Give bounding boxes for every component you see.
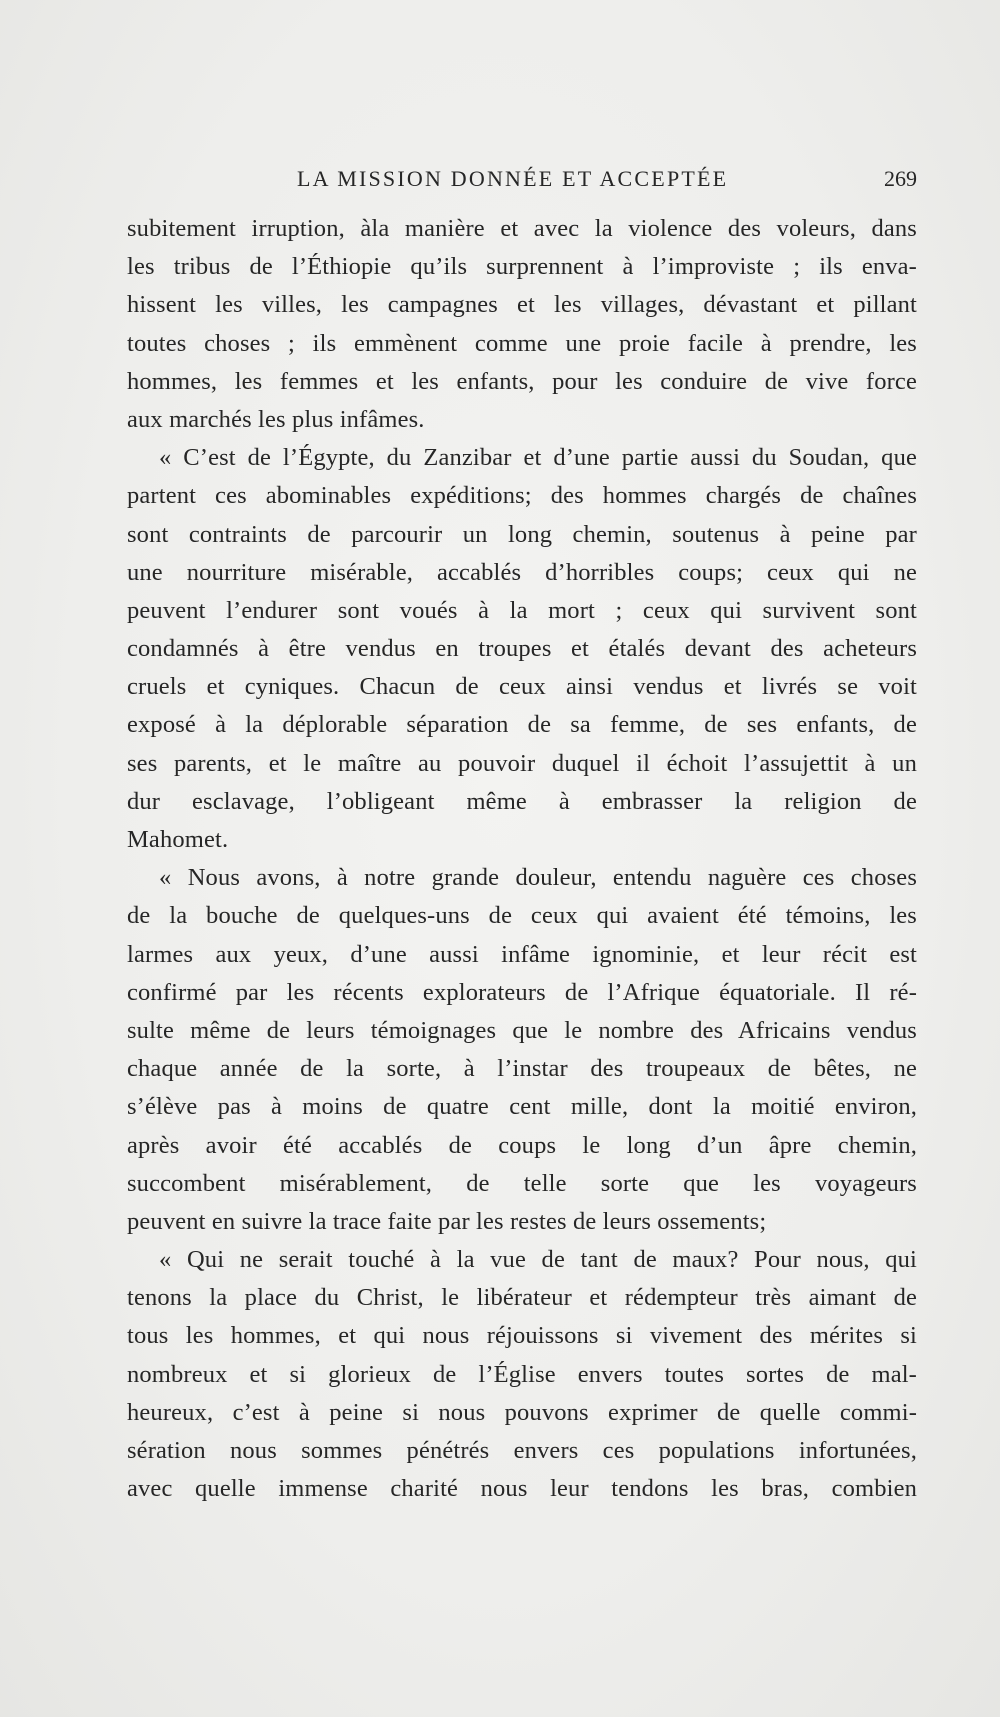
text-line: peuvent en suivre la trace faite par les restes de leurs ossements; <box>127 1207 767 1235</box>
text-line: dur esclavage, l’obligeant même à embrasser la religion de <box>127 787 917 815</box>
text-line: larmes aux yeux, d’une aussi infâme ignominie, et leur récit est <box>127 940 917 968</box>
text-line: hommes, les femmes et les enfants, pour les conduire de vive force <box>127 367 917 395</box>
text-line: exposé à la déplorable séparation de sa femme, de ses enfants, de <box>127 711 917 739</box>
text-line: sulte même de leurs témoignages que le nombre des Africains vendus <box>127 1016 917 1044</box>
text-line: nombreux et si glorieux de l’Église envers toutes sortes de mal- <box>127 1360 917 1388</box>
text-line: tenons la place du Christ, le libérateur et rédempteur très aimant de <box>127 1284 917 1312</box>
running-head <box>127 166 917 196</box>
text-line: toutes choses ; ils emmènent comme une proie facile à prendre, les <box>127 329 917 357</box>
text-line: sont contraints de parcourir un long chemin, soutenus à peine par <box>127 520 917 548</box>
text-line: avec quelle immense charité nous leur tendons les bras, combien <box>127 1475 917 1503</box>
text-line: ses parents, et le maître au pouvoir duquel il échoit l’assujettit à un <box>127 749 917 777</box>
text-line: heureux, c’est à peine si nous pouvons exprimer de quelle commi- <box>127 1398 917 1426</box>
text-line: partent ces abominables expéditions; des hommes chargés de chaînes <box>127 482 917 510</box>
text-line: succombent misérablement, de telle sorte que les voyageurs <box>127 1169 917 1197</box>
text-line: Mahomet. <box>127 826 229 853</box>
paragraph-start: « Qui ne serait touché à la vue de tant de maux? Pour nous, qui <box>159 1246 917 1274</box>
text-line: après avoir été accablés de coups le long d’un âpre chemin, <box>127 1131 917 1159</box>
text-line: de la bouche de quelques-uns de ceux qui avaient été témoins, les <box>127 902 917 930</box>
text-line: une nourriture misérable, accablés d’horribles coups; ceux qui ne <box>127 558 917 586</box>
text-line: subitement irruption, àla manière et avec la violence des voleurs, dans <box>127 215 917 242</box>
body-text <box>127 210 917 1508</box>
page-number: 269 <box>884 166 917 191</box>
text-line: tous les hommes, et qui nous réjouissons si vivement des mérites si <box>127 1322 917 1350</box>
running-title: LA MISSION DONNÉE ET ACCEPTÉE <box>297 166 729 191</box>
text-line: confirmé par les récents explorateurs de l’Afrique équatoriale. Il ré- <box>127 978 917 1006</box>
text-line: s’élève pas à moins de quatre cent mille, dont la moitié environ, <box>127 1093 917 1121</box>
text-line: condamnés à être vendus en troupes et étalés devant des acheteurs <box>127 635 917 663</box>
paragraph-start: « Nous avons, à notre grande douleur, entendu naguère ces choses <box>159 864 917 892</box>
text-line: sération nous sommes pénétrés envers ces populations infortunées, <box>127 1437 917 1464</box>
paragraph-start: « C’est de l’Égypte, du Zanzibar et d’une partie aussi du Soudan, que <box>159 444 917 472</box>
text-line: cruels et cyniques. Chacun de ceux ainsi vendus et livrés se voit <box>127 673 917 701</box>
text-line: les tribus de l’Éthiopie qu’ils surprennent à l’improviste ; ils enva- <box>127 253 917 281</box>
text-line: hissent les villes, les campagnes et les villages, dévastant et pillant <box>127 291 917 319</box>
text-line: aux marchés les plus infâmes. <box>127 405 425 433</box>
text-line: peuvent l’endurer sont voués à la mort ; ceux qui survivent sont <box>127 596 917 624</box>
text-line: chaque année de la sorte, à l’instar des troupeaux de bêtes, ne <box>127 1055 917 1083</box>
